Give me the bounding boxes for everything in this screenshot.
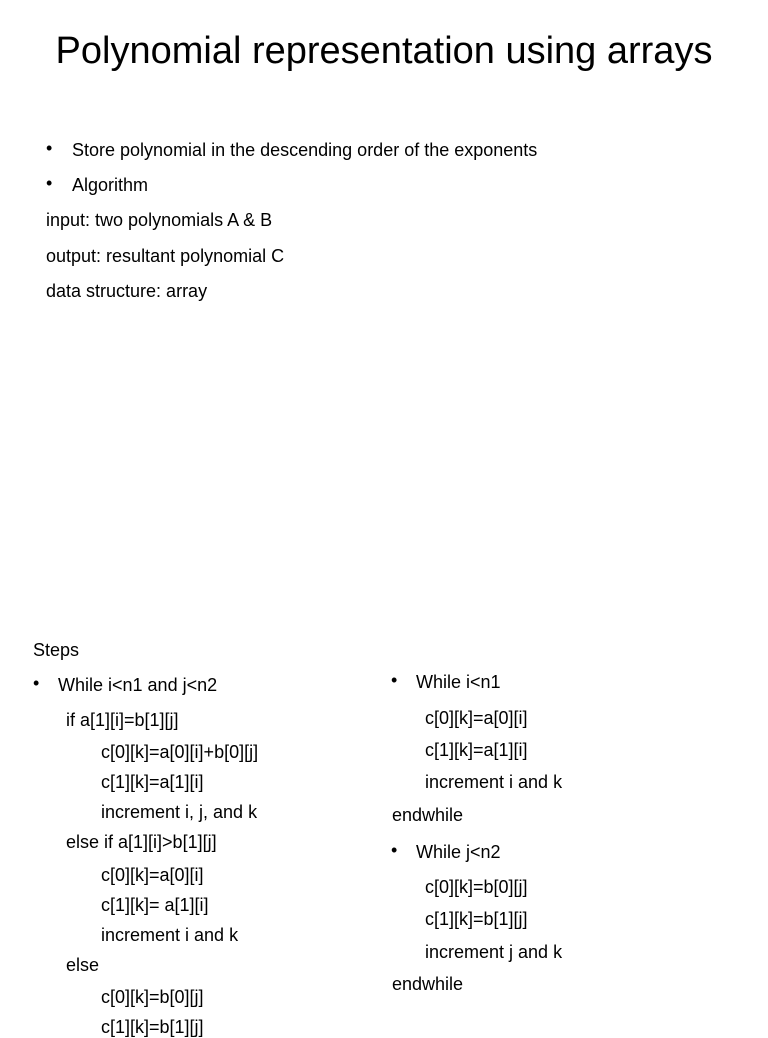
output-line: output: resultant polynomial C <box>46 246 285 266</box>
code-line: else <box>66 955 100 975</box>
code-line: c[0][k]=b[0][j] <box>101 987 204 1007</box>
while-loop-bullet: While j<n2 <box>416 842 501 862</box>
data-structure-line: data structure: array <box>46 281 208 301</box>
bullet-icon: • <box>46 138 53 158</box>
bullet-text: Store polynomial in the descending order of the exponents <box>72 140 538 160</box>
code-line: c[0][k]=b[0][j] <box>425 877 528 897</box>
code-line: c[1][k]=a[1][i] <box>101 772 204 792</box>
endwhile-line: endwhile <box>392 805 464 825</box>
bullet-icon: • <box>391 840 398 860</box>
code-line: if a[1][i]=b[1][j] <box>66 710 179 730</box>
bullet-text: Algorithm <box>72 175 149 195</box>
code-line: increment i and k <box>101 925 239 945</box>
while-loop-bullet: While i<n1 <box>416 672 501 692</box>
code-line: c[1][k]=b[1][j] <box>101 1017 204 1037</box>
bullet-icon: • <box>46 173 53 193</box>
bullet-icon: • <box>391 670 398 690</box>
code-line: increment i, j, and k <box>101 802 258 822</box>
code-line: c[0][k]=a[0][i] <box>425 708 528 728</box>
code-line: c[1][k]=b[1][j] <box>425 909 528 929</box>
code-line: c[0][k]=a[0][i] <box>101 865 204 885</box>
endwhile-line: endwhile <box>392 974 464 994</box>
code-line: c[0][k]=a[0][i]+b[0][j] <box>101 742 259 762</box>
code-line: c[1][k]= a[1][i] <box>101 895 209 915</box>
code-line: increment i and k <box>425 772 563 792</box>
code-line: else if a[1][i]>b[1][j] <box>66 832 217 852</box>
while-loop-bullet: While i<n1 and j<n2 <box>58 675 218 695</box>
code-line: increment j and k <box>425 942 563 962</box>
steps-heading: Steps <box>33 640 80 660</box>
bullet-icon: • <box>33 673 40 693</box>
code-line: c[1][k]=a[1][i] <box>425 740 528 760</box>
input-line: input: two polynomials A & B <box>46 210 273 230</box>
slide-title: Polynomial representation using arrays <box>55 30 713 72</box>
